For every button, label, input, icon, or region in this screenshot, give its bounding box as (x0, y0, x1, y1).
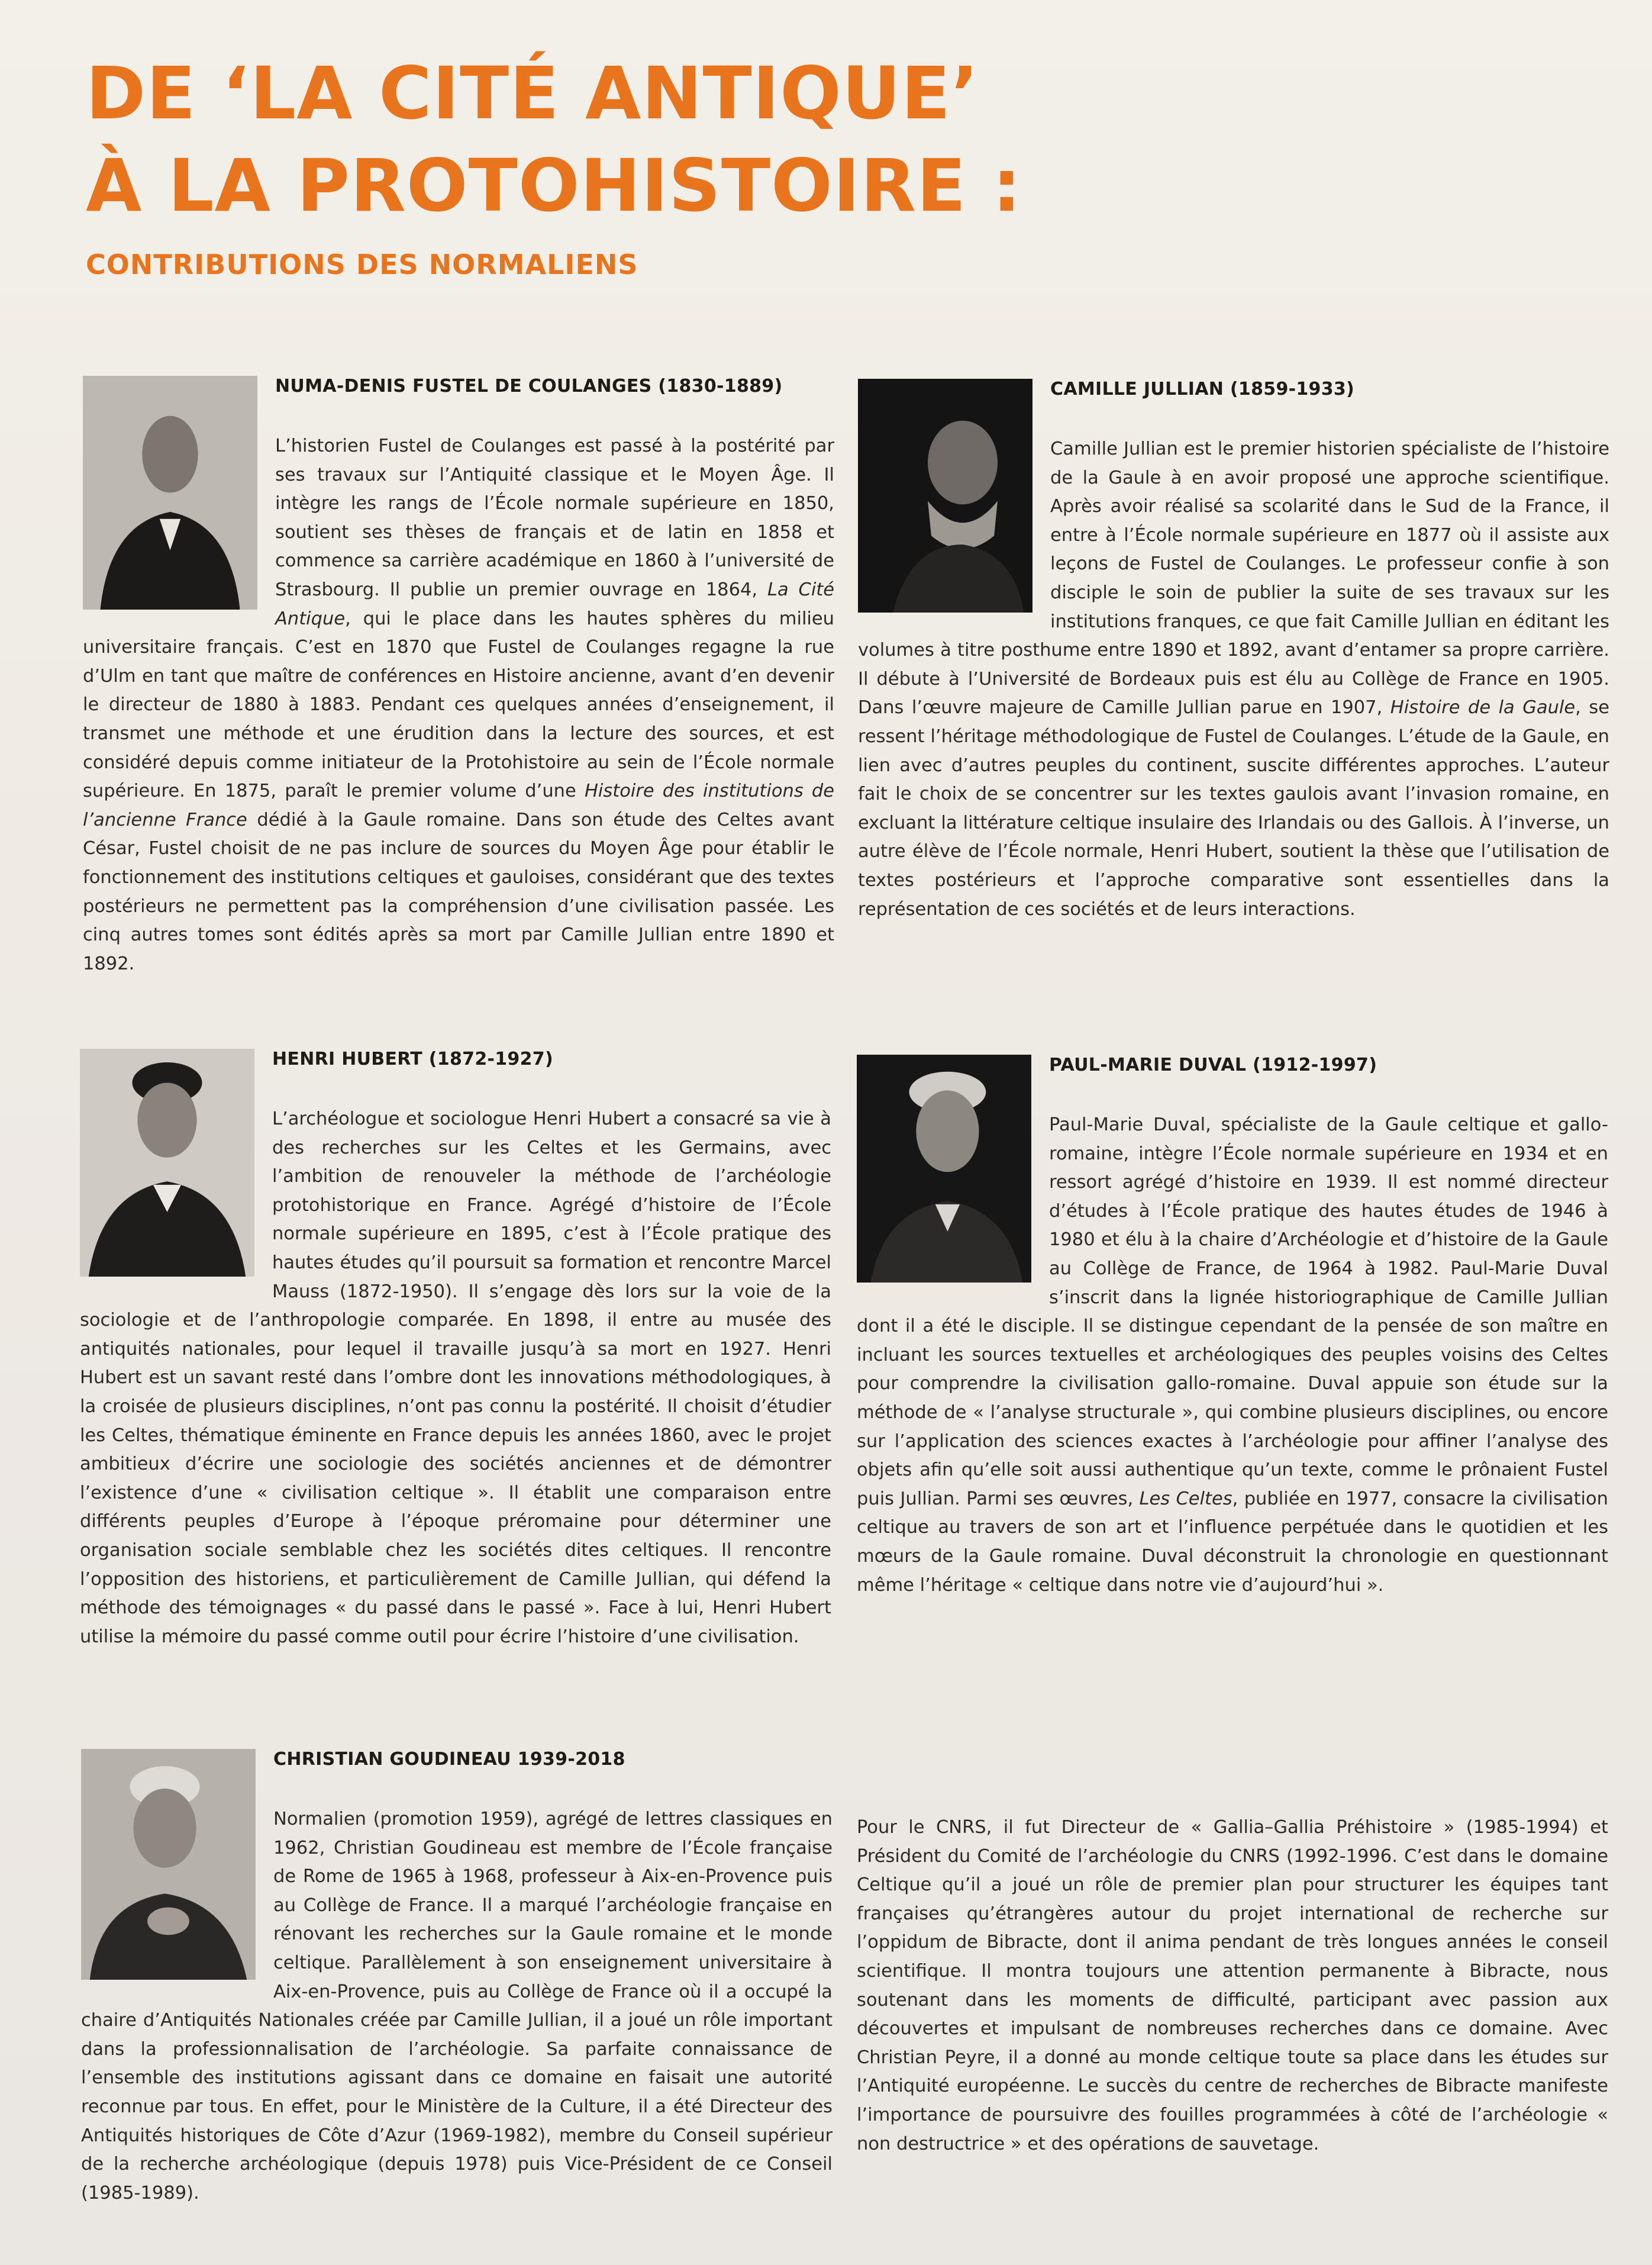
portrait-hubert (80, 1049, 254, 1277)
page-title (86, 47, 1022, 232)
bio-jullian-text: Camille Jullian est le premier historien spécialiste de l’histoire de la Gaule à en avoir proposé une approche scientifique. Après avoir réalisé sa scolarité dans le Sud de la France, il entre à l’École normale supérieure en 1877 où il assiste aux leçons de Fustel de Coulanges. Le professeur confie à son disciple le soin de publier la suite de ses travaux sur les institutions franques, ce que fait Camille Jullian en éditant les volumes à titre posthume entre 1890 et 1892, avant d’entamer sa propre carrière. Il débute à l’Université de Bordeaux puis est élu au Collège de France en 1905. Dans l’œuvre majeure de Camille Jullian parue en 1907, Histoire de la Gaule, se ressent l’héritage méthodologique de Fustel de Coulanges. L’étude de la Gaule, en lien avec d’autres peuples du continent, suscite différentes approches. L’auteur fait le choix de se concentrer sur les textes gaulois avant l’invasion romaine, en excluant la littérature celtique insulaire des Irlandais ou des Gallois. À l’inverse, un autre élève de l’École normale, Henri Hubert, soutient la thèse que l’utilisation de textes postérieurs et l’approche comparative sont essentielles dans la représentation de ces sociétés et de leurs interactions. (858, 439, 1610, 920)
portrait-goudineau (81, 1749, 256, 1980)
bio-goudineau-text: Normalien (promotion 1959), agrégé de lettres classiques en 1962, Christian Goudineau est membre de l’École française de Rome de 1965 à 1968, professeur à Aix-en-Provence puis au Collège de France. Il a marqué l’archéologie française en rénovant les recherches sur la Gaule romaine et le monde celtique. Parallèlement à son enseignement universitaire à Aix-en-Provence, puis au Collège de France où il a occupé la chaire d’Antiquités Nationales créée par Camille Jullian, il a joué un rôle important dans la professionnalisation de l’archéologie. Sa parfaite connaissance de l’ensemble des institutions agissant dans ce domaine en faisait une autorité reconnue par tous. En effet, pour le Ministère de la Culture, il a été Directeur des Antiquités historiques de Côte d’Azur (1969-1982), membre du Conseil supérieur de la recherche archéologique (depuis 1978) puis Vice-Président de ce Conseil (1985-1989). (81, 1809, 833, 2203)
bio-fustel-text: L’historien Fustel de Coulanges est passé à la postérité par ses travaux sur l’Antiquité classique et le Moyen Âge. Il intègre les rangs de l’École normale supérieure en 1850, soutient ses thèses de français et de latin en 1858 et commence sa carrière académique en 1860 à l’université de Strasbourg. Il publie un premier ouvrage en 1864, La Cité Antique, qui le place dans les hautes sphères du milieu universitaire français. C’est en 1870 que Fustel de Coulanges regagne la rue d’Ulm en tant que maître de conférences en Histoire ancienne, avant d’en devenir le directeur de 1880 à 1883. Pendant ces quelques années d’enseignement, il transmet une méthode et une érudition dans la lecture des sources, et est considéré depuis comme initiateur de la Protohistoire au sein de l’École normale supérieure. En 1875, paraît le premier volume d’une Histoire des institutions de l’ancienne France dédié à la Gaule romaine. Dans son étude des Celtes avant César, Fustel choisit de ne pas inclure de sources du Moyen Âge pour établir le fonctionnement des institutions celtiques et gauloises, considérant que des textes postérieurs ne permettent pas la compréhension d’une civilisation passée. Les cinq autres tomes sont édités après sa mort par Camille Jullian entre 1890 et 1892. (83, 436, 835, 974)
title-line-2: À LA PROTOHISTOIRE : (86, 144, 1022, 228)
title-line-1: DE ‘LA CITÉ ANTIQUE’ (86, 51, 979, 136)
bio-duval-name: PAUL-MARIE DUVAL (1912-1997) (1049, 1055, 1377, 1075)
bio-fustel-name: NUMA-DENIS FUSTEL DE COULANGES (1830-1889) (275, 376, 783, 397)
portrait-duval (857, 1055, 1031, 1283)
bio-jullian-name: CAMILLE JULLIAN (1859-1933) (1050, 379, 1355, 399)
portrait-fustel (83, 376, 257, 610)
bio-jullian (858, 379, 1609, 924)
bio-fustel (83, 376, 834, 978)
bio-goudineau (81, 1749, 833, 2208)
portrait-jullian (858, 379, 1032, 613)
bio-goudineau-continued (857, 1813, 1608, 2158)
page-subtitle: CONTRIBUTIONS DES NORMALIENS (86, 249, 638, 281)
bio-goudineau-name: CHRISTIAN GOUDINEAU 1939-2018 (273, 1749, 625, 1770)
bio-duval (857, 1055, 1608, 1600)
bio-hubert-text: L’archéologue et sociologue Henri Hubert a consacré sa vie à des recherches sur les Celtes et les Germains, avec l’ambition de renouveler la méthode de l’archéologie protohistorique en France. Agrégé d’histoire de l’École normale supérieure en 1895, c’est à l’École pratique des hautes études qu’il poursuit sa formation et rencontre Marcel Mauss (1872-1950). Il s’engage dès lors sur la voie de la sociologie et de l’anthropologie comparée. En 1898, il entre au musée des antiquités nationales, pour lequel il travaille jusqu’à sa mort en 1927. Henri Hubert est un savant resté dans l’ombre dont les innovations méthodologiques, à la croisée de plusieurs disciplines, n’ont pas connu la postérité. Il choisit d’étudier les Celtes, thématique éminente en France depuis les années 1860, avec le projet ambitieux d’écrire une sociologie des sociétés anciennes et de démontrer l’existence d’une « civilisation celtique ». Il établit une comparaison entre différents peuples d’Europe à l’époque préromaine pour déterminer une organisation sociale semblable chez les sociétés dites celtiques. Il rencontre l’opposition des historiens, et particulièrement de Camille Jullian, qui défend la méthode des témoignages « du passé dans le passé ». Face à lui, Henri Hubert utilise la mémoire du passé comme outil pour écrire l’histoire d’une civilisation. (80, 1109, 831, 1647)
bio-hubert-name: HENRI HUBERT (1872-1927) (272, 1049, 553, 1069)
bio-duval-text: Paul-Marie Duval, spécialiste de la Gaule celtique et gallo-romaine, intègre l’École normale supérieure en 1934 et en ressort agrégé d’histoire en 1939. Il est nommé directeur d’études à l’École pratique des hautes études de 1946 à 1980 et élu à la chaire d’Archéologie et d’histoire de la Gaule au Collège de France, de 1964 à 1982. Paul-Marie Duval s’inscrit dans la lignée historiographique de Camille Jullian dont il a été le disciple. Il se distingue cependant de la pensée de son maître en incluant les sources textuelles et archéologiques des peuples voisins des Celtes pour comprendre la civilisation gallo-romaine. Duval appuie son étude sur la méthode de « l’analyse structurale », qui combine plusieurs disciplines, ou encore sur l’application des sciences exactes à l’archéologie pour affiner l’analyse des objets afin qu’elle soit aussi authentique qu’un texte, comme le prônaient Fustel puis Jullian. Parmi ses œuvres, Les Celtes, publiée en 1977, consacre la civilisation celtique au travers de son art et l’influence perpétuée dans le quotidien et les mœurs de la Gaule romaine. Duval déconstruit la chronologie en questionnant même l’héritage « celtique dans notre vie d’aujourd’hui ». (857, 1114, 1608, 1596)
bio-goudineau-text-continued: Pour le CNRS, il fut Directeur de « Gallia–Gallia Préhistoire » (1985-1994) et Président du Comité de l’archéologie du CNRS (1992-1996. C’est dans le domaine Celtique qu’il a joué un rôle de premier plan pour structurer les équipes tant françaises qu’étrangères autour du projet international de recherche sur l’oppidum de Bibracte, dont il anima pendant de très longues années le conseil scientifique. Il montra toujours une attention permanente à Bibracte, nous soutenant dans les moments de difficulté, participant avec passion aux découvertes et impulsant de nombreuses recherches dans ce domaine. Avec Christian Peyre, il a donné au monde celtique toute sa place dans les études sur l’Antiquité européenne. Le succès du centre de recherches de Bibracte manifeste l’importance de poursuivre des fouilles programmées à côté de l’archéologie « non destructrice » et des opérations de sauvetage. (857, 1817, 1608, 2154)
bio-hubert (80, 1049, 831, 1651)
